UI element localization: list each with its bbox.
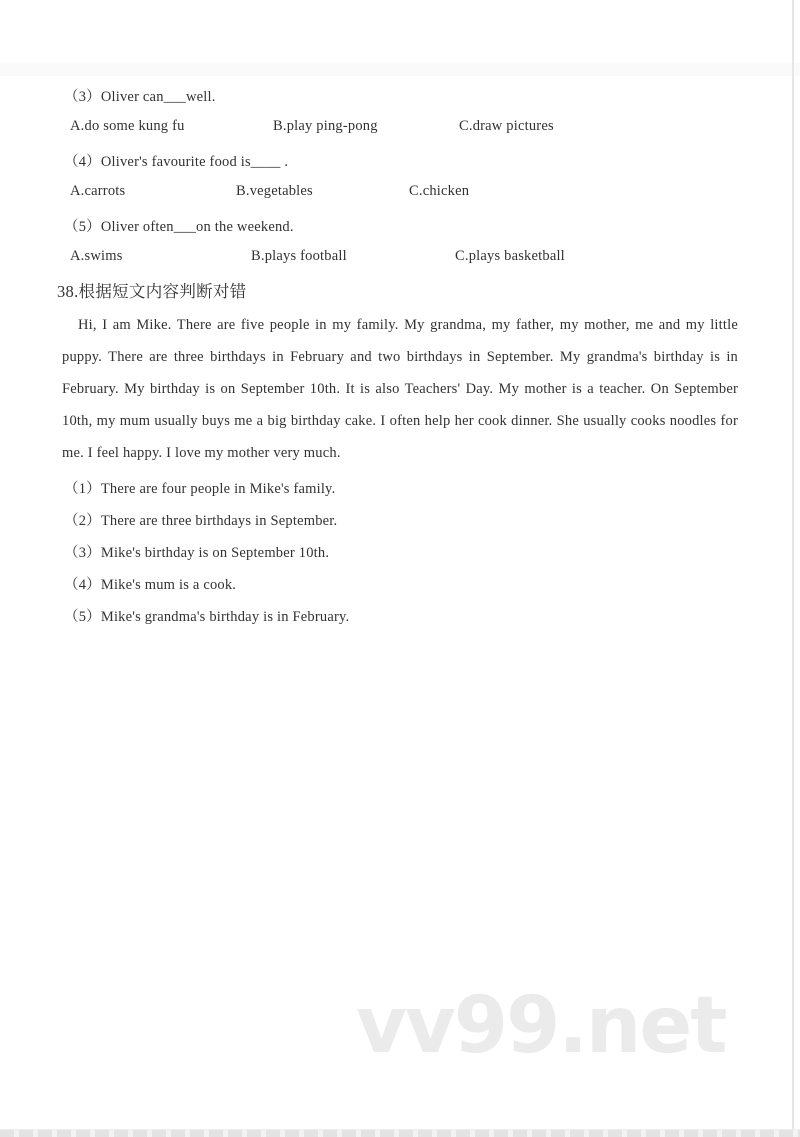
question-4-option-b: B.vegetables	[236, 183, 313, 199]
statement-1: （1）There are four people in Mike's family.	[64, 481, 336, 497]
question-3-option-a: A.do some kung fu	[70, 118, 185, 134]
question-5-option-a: A.swims	[70, 248, 123, 264]
question-4-prompt: （4）Oliver's favourite food is____ .	[64, 154, 289, 170]
question-5-option-b: B.plays football	[251, 248, 347, 264]
question-4-option-a: A.carrots	[70, 183, 126, 199]
statement-4: （4）Mike's mum is a cook.	[64, 577, 237, 593]
question-5-prompt: （5）Oliver often___on the weekend.	[64, 219, 294, 235]
reading-passage: Hi, I am Mike. There are five people in my family. My grandma, my father, my mother, me and my little puppy. There are three birthdays in February and two birthdays in September. My grandma's birthday is in February. My birthday is on September 10th. It is also Teachers' Day. My mother is a teacher. On September 10th, my mum usually buys me a big birthday cake. I often help her cook dinner. She usually cooks noodles for me. I feel happy. I love my mother very much.	[62, 317, 738, 461]
question-3-option-c: C.draw pictures	[459, 118, 554, 134]
page-separator-shade	[0, 63, 800, 76]
page-right-edge	[792, 0, 794, 1130]
question-3-option-b: B.play ping-pong	[273, 118, 378, 134]
question-4-options	[0, 183, 800, 203]
question-3-options	[0, 118, 800, 138]
statement-5: （5）Mike's grandma's birthday is in February.	[64, 609, 350, 625]
statement-3: （3）Mike's birthday is on September 10th.	[64, 545, 330, 561]
section-38-heading: 38.根据短文内容判断对错	[57, 282, 247, 301]
statement-2: （2）There are three birthdays in September.	[64, 513, 338, 529]
question-3-prompt: （3）Oliver can___well.	[64, 89, 216, 105]
question-4-option-c: C.chicken	[409, 183, 470, 199]
watermark: vv99.net	[356, 981, 726, 1071]
question-5-option-c: C.plays basketball	[455, 248, 565, 264]
question-5-options	[0, 248, 800, 268]
page-bottom-edge	[0, 1129, 800, 1137]
